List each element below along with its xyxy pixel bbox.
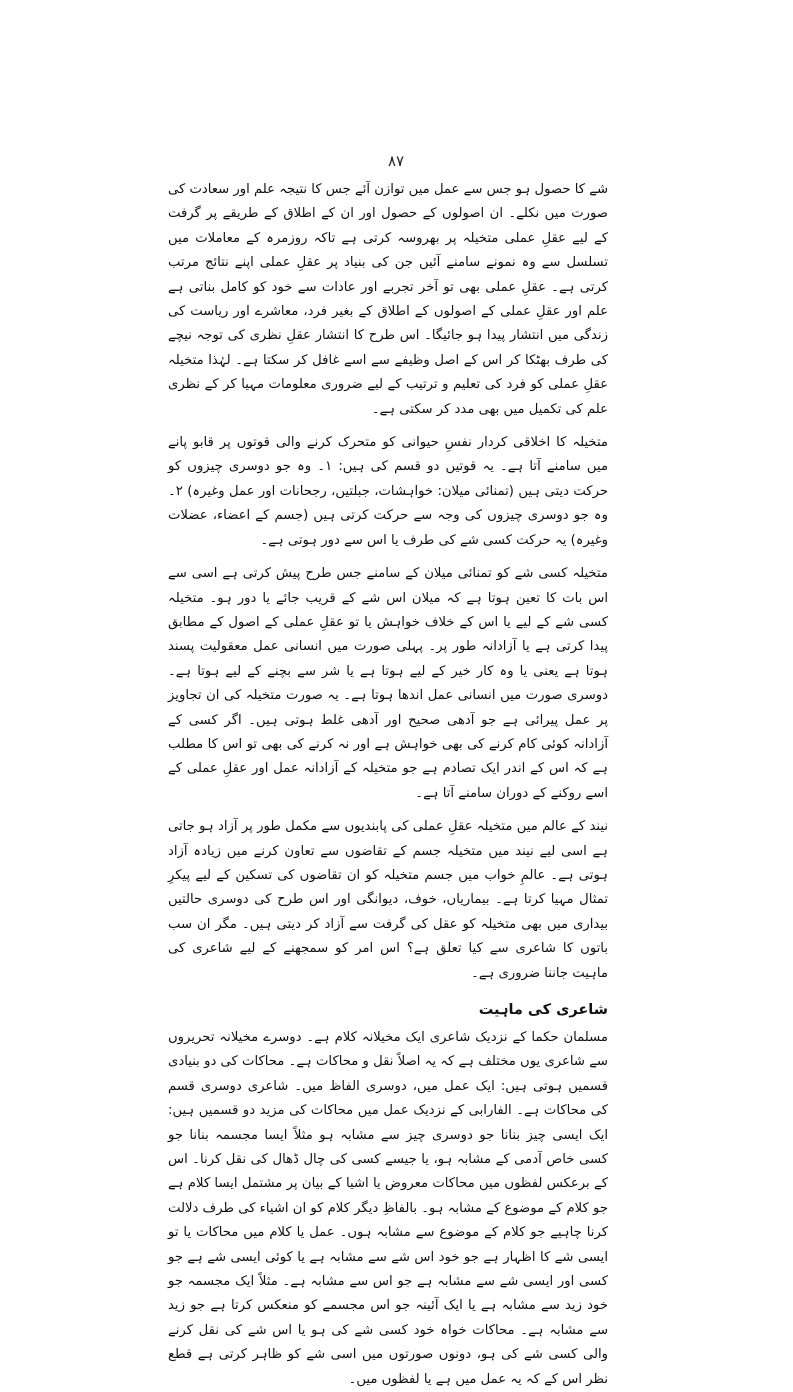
paragraph-1: شے کا حصول ہو جس سے عمل میں توازن آئے جس کا نتیجہ علم اور سعادت کی صورت میں نکلے۔ ان اصولوں کے حصول اور ان کے اطلاق کے طریقے پر گرفت کے لیے عقلِ عملی متخیلہ پر بھروسہ کرتی ہے تاکہ روزمرہ کے معاملات میں تسلسل سے وہ نمونے سامنے آئیں جن کی بنیاد پر عقلِ عملی اپنے نتائج مرتب کرتی ہے۔ عقلِ عملی بھی تو آخر تجربے اور عادات سے خود کو کامل بناتی ہے علم اور عقلِ عملی کے اصولوں کے اطلاق کے بغیر فرد، معاشرے اور ریاست کی زندگی میں انتشار پیدا ہو جائیگا۔ اس طرح کا انتشار عقلِ نظری کی توجہ نیچے کی طرف بھٹکا کر اس کے اصل وظیفے سے اسے غافل کر سکتا ہے۔ لہٰذا متخیلہ عقلِ عملی کو فرد کی تعلیم و ترتیب کے لیے ضروری معلومات مہیا کر کے نظری علم کی تکمیل میں بھی مدد کر سکتی ہے۔ <box>168 182 608 417</box>
paragraph-3: متخیلہ کسی شے کو تمنائی میلان کے سامنے جس طرح پیش کرتی ہے اسی سے اس بات کا تعین ہوتا ہے کہ میلان اس شے کے قریب جائے یا دور ہو۔ متخیلہ کسی شے کے لیے یا اس کے خلاف خواہش یا تو عقلِ عملی کے اصول کے مطابق پیدا کرتی ہے یا آزادانہ طور پر۔ پہلی صورت میں انسانی عمل معقولیت پسند ہوتا ہے یعنی یا وہ کار خیر کے لیے ہوتا ہے یا شر سے بچنے کے لیے ہوتا ہے۔ دوسری صورت میں انسانی عمل اندھا ہوتا ہے۔ یہ صورت متخیلہ کی ان تجاویز پر عمل پیرائی ہے جو آدھی صحیح اور آدھی غلط ہوتی ہیں۔ اگر کسی کے آزادانہ کوئی کام کرنے کی بھی خواہش ہے اور نہ کرنے کی بھی تو اس کا مطلب ہے کہ اس کے اندر ایک تصادم ہے جو متخیلہ کے آزادانہ عمل اور عقلِ عملی کے اسے روکنے کے دوران سامنے آتا ہے۔ <box>168 566 608 801</box>
paragraph-2: متخیلہ کا اخلاقی کردار نفسِ حیوانی کو متحرک کرنے والی قوتوں پر قابو پانے میں سامنے آتا ہے۔ یہ قوتیں دو قسم کی ہیں: ۱۔ وہ جو دوسری چیزوں کو حرکت دیتی ہیں (تمنائی میلان: خواہشات، جبلتیں، رجحانات اور عمل وغیرہ) ۲۔ وہ جو دوسری چیزوں کی وجہ سے حرکت کرتی ہیں (جسم کے اعضاء، عضلات وغیرہ) یہ حرکت کسی شے کی طرف یا اس سے دور ہوتی ہے۔ <box>168 435 609 548</box>
paragraph-5: مسلمان حکما کے نزدیک شاعری ایک مخیلانہ کلام ہے۔ دوسرے مخیلانہ تحریروں سے شاعری یوں مختلف ہے کہ یہ اصلاً نقل و محاکات ہے۔ محاکات کی دو بنیادی قسمیں ہوتی ہیں: ایک عمل میں، دوسری الفاظ میں۔ شاعری دوسری قسم کی محاکات ہے۔ الفارابی کے نزدیک عمل میں محاکات کی مزید دو قسمیں ہیں: ایک ایسی چیز بنانا جو دوسری چیز سے مشابہ ہو مثلاً ایسا مجسمہ بنانا جو کسی خاص آدمی کے مشابہ ہو، یا جیسے کسی کی چال ڈھال کی نقل کرنا۔ اس کے برعکس لفظوں میں محاکات معروض یا اشیا کے بیان پر مشتمل ایسا کلام ہے جو کلام کے موضوع کے مشابہ ہو۔ بالفاظِ دیگر کلام کو ان اشیاء کی طرف دلالت کرنا چاہیے جو کلام کے موضوع سے مشابہ ہوں۔ عمل یا کلام میں محاکات یا تو ایسی شے کا اظہار ہے جو خود اس شے سے مشابہ ہے یا کوئی ایسی شے ہے جو کسی اور ایسی شے سے مشابہ ہے جو اس سے مشابہ ہے۔ مثلاً ایک مجسمہ جو خود زید سے مشابہ ہے یا ایک آئینہ جو اس مجسمے کو منعکس کرتا ہے جو زید سے مشابہ ہے۔ محاکات خواہ خود کسی شے کی ہو یا اس شے کی نقل کرنے والی کسی شے کی ہو، دونوں صورتوں میں اسی شے کو ظاہر کرتی ہے قطع نظر اس کے کہ یہ عمل میں ہے یا لفظوں میں۔ <box>168 1030 608 1387</box>
body-text <box>168 178 608 1392</box>
section-heading: شاعری کی ماہیت <box>478 1002 608 1018</box>
page-number: ۸۷ <box>387 152 405 170</box>
paragraph-4: نیند کے عالم میں متخیلہ عقلِ عملی کی پابندیوں سے مکمل طور پر آزاد ہو جاتی ہے اسی لیے نیند میں متخیلہ جسم کے تقاضوں سے تعاون کرنے میں زیادہ آزاد ہوتی ہے۔ عالمِ خواب میں جسم متخیلہ کو ان تقاضوں کی تسکین کے لیے پیکرِ تمثال مہیا کرتا ہے۔ بیماریاں، خوف، دیوانگی اور اس طرح کی دوسری حالتیں بیداری میں بھی متخیلہ کو عقل کی گرفت سے آزاد کر دیتی ہیں۔ مگر ان سب باتوں کا شاعری سے کیا تعلق ہے؟ اس امر کو سمجھنے کے لیے شاعری کی ماہیت جاننا ضروری ہے۔ <box>168 819 608 981</box>
